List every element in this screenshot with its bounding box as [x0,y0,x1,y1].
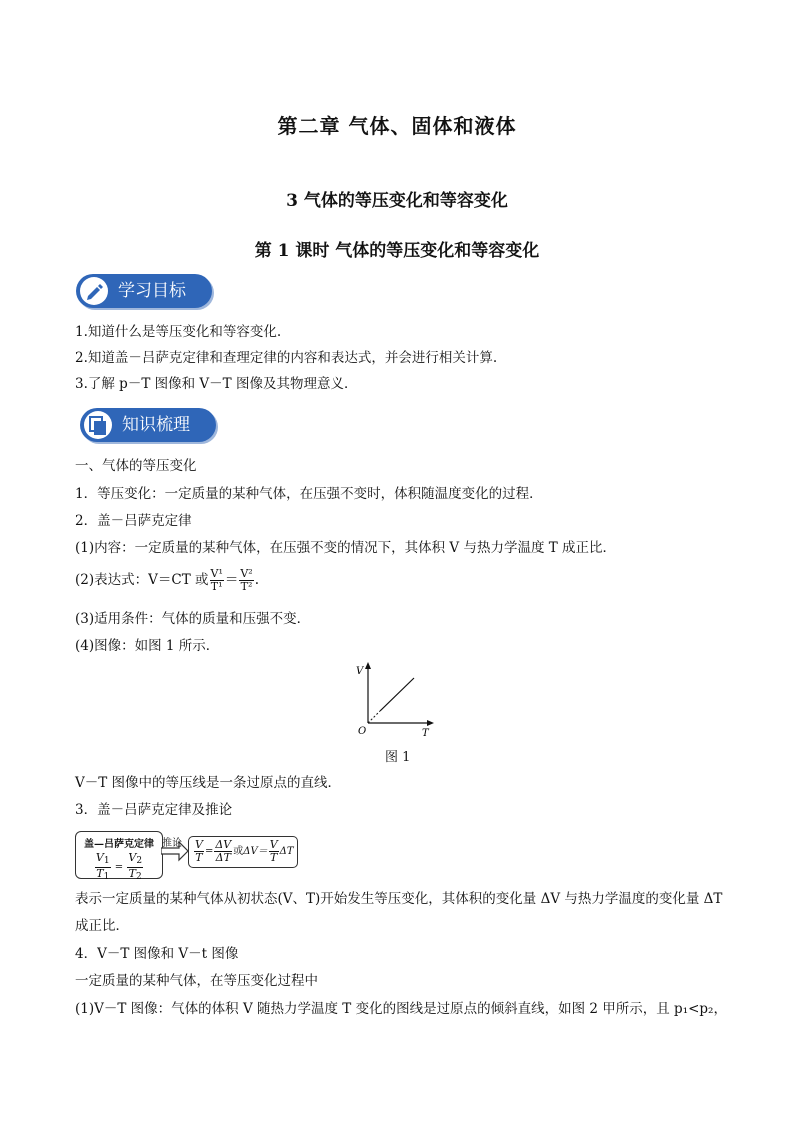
paragraph: 3．盖－吕萨克定律及推论 [75,802,233,818]
paragraph: V－T 图像中的等压线是一条过原点的直线． [75,775,342,791]
origin-label: O [358,726,367,737]
formula-line: (2)表达式：V＝CT 或 $\frac{\text{V¹}}{\text{T¹}}$ ＝ $\frac{\text{V²}}{\text{T²}}$ . [75,567,260,593]
lesson-title: 第 1 课时 气体的等压变化和等容变化 [254,241,540,261]
objective-item: 3.了解 p－T 图像和 V－T 图像及其物理意义． [75,376,358,392]
vt-graph [350,660,440,740]
extrapolated-line [368,711,380,723]
law-box-title: 盖—吕萨克定律 [84,839,154,850]
chapter-title: 第二章 气体、固体和液体 [277,114,517,138]
objective-item: 1.知道什么是等压变化和等容变化. [75,324,282,340]
formula-prefix: (2)表达式：V＝CT 或 [75,572,209,588]
y-axis-label: V [356,666,364,677]
law-box [75,831,163,882]
objectives-badge-label: 学习目标 [118,281,186,301]
law-box-formula: $\frac{V_1}{T_1}$ = $\frac{V_2}{T_2}$ [95,851,143,882]
paragraph: (1)内容：一定质量的某种气体，在压强不变的情况下，其体积 V 与热力学温度 T 成正比． [75,540,617,556]
heading-isobaric: 一、气体的等压变化 [75,458,197,474]
knowledge-badge-label: 知识梳理 [122,415,190,435]
corollary-box: $\frac{V}{T}$ = $\frac{\Delta V}{\Delta T}$ 或ΔV＝ $\frac{V}{T}$ ΔT [188,836,298,868]
section-title: 3 气体的等压变化和等容变化 [286,191,508,211]
x-axis-arrow [427,720,434,726]
paragraph: 一定质量的某种气体，在等压变化过程中 [75,973,318,989]
arrow-label: 推论 [162,838,182,849]
y-axis-arrow [365,662,371,669]
figure-caption: 图 1 [385,750,411,765]
paragraph: (3)适用条件：气体的质量和压强不变． [75,611,311,627]
objectives-badge [76,274,212,308]
paragraph: (4)图像：如图 1 所示． [75,638,220,654]
paragraph: 1．等压变化：一定质量的某种气体，在压强不变时，体积随温度变化的过程． [75,486,543,502]
documents-icon [84,411,112,439]
paragraph: 成正比． [75,918,129,934]
objective-item: 2.知道盖－吕萨克定律和查理定律的内容和表达式，并会进行相关计算. [75,350,498,366]
fraction-v2-t2: $\frac{\text{V²}}{\text{T²}}$ [240,567,253,593]
isobar-line [380,678,414,711]
fraction-v1-t1: $\frac{\text{V¹}}{\text{T¹}}$ [210,567,223,593]
paragraph: 表示一定质量的某种气体从初状态(V、T)开始发生等压变化，其体积的变化量 ΔV 与热力学温度的变化量 ΔT [75,891,723,907]
paragraph: 2．盖－吕萨克定律 [75,513,192,529]
x-axis-label: T [422,728,429,739]
knowledge-badge [80,408,216,442]
pencil-icon [80,277,108,305]
paragraph: (1)V－T 图像：气体的体积 V 随热力学温度 T 变化的图线是过原点的倾斜直线，如图 2 甲所示，且 p₁<p₂， [75,1001,727,1017]
paragraph: 4．V－T 图像和 V－t 图像 [75,946,239,962]
